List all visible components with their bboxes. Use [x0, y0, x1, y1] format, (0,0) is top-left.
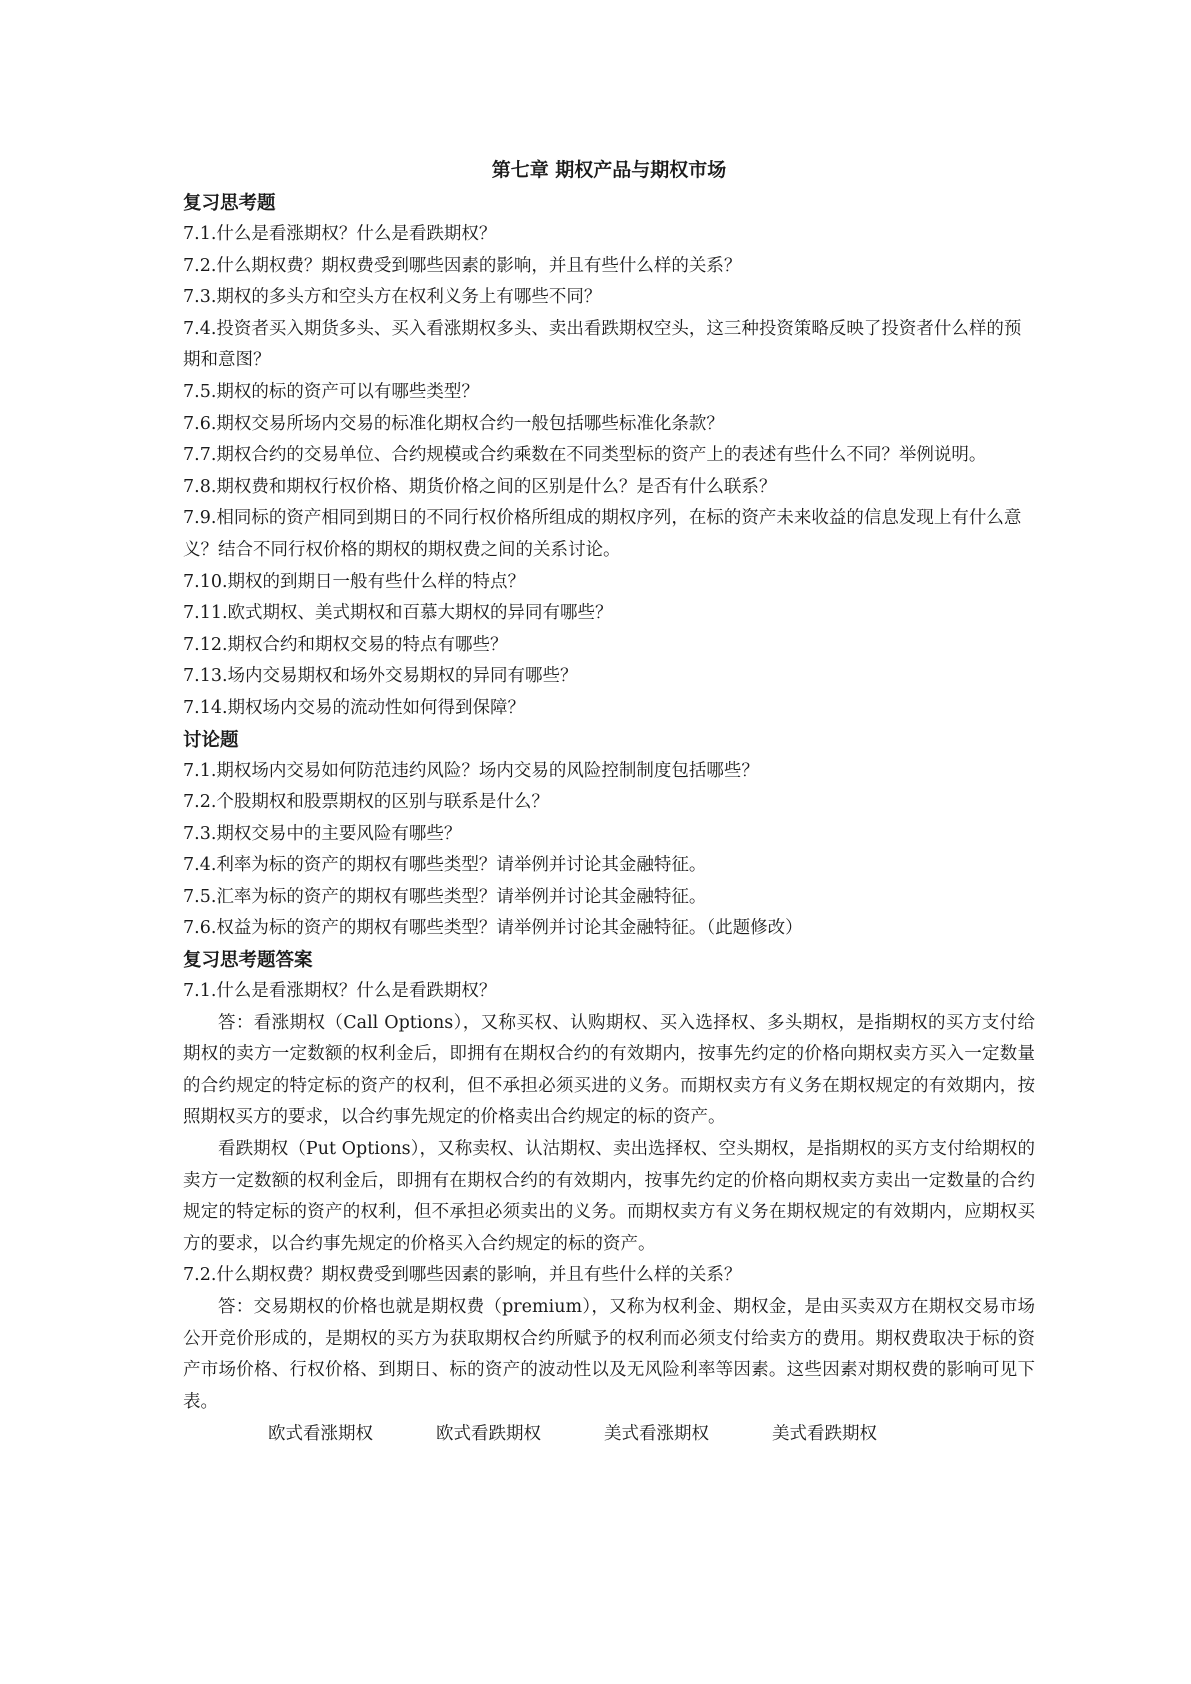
list-item: 7.3.期权交易中的主要风险有哪些？: [183, 823, 462, 844]
list-item: 7.1.期权场内交易如何防范违约风险？场内交易的风险控制制度包括哪些？: [183, 760, 759, 781]
list-item: 7.7.期权合约的交易单位、合约规模或合约乘数在不同类型标的资产上的表述有些什么不同？举例说明。: [183, 445, 987, 466]
discussion-questions-list: [183, 756, 1035, 946]
answer-1-paragraph-1: 答：看涨期权（Call Options），又称买权、认购期权、买入选择权、多头期权，是指期权的买方支付给期权的卖方一定数额的权利金后，即拥有在期权合约的有效期内，按事先约定的价格向期权卖方买入一定数量的合约规定的特定标的资产的权利，但不承担必须买进的义务。而期权卖方有义务在期权规定的有效期内，按照期权买方的要求，以合约事先规定的价格卖出合约规定的标的资产。: [183, 1012, 1035, 1128]
list-item: 7.14.期权场内交易的流动性如何得到保障？: [183, 697, 526, 718]
list-item: 7.4.投资者买入期货多头、买入看涨期权多头、卖出看跌期权空头，这三种投资策略反映了投资者什么样的预期和意图？: [183, 318, 1022, 371]
list-item: 7.11.欧式期权、美式期权和百慕大期权的异同有哪些？: [183, 603, 613, 624]
chapter-title: 第七章 期权产品与期权市场: [491, 159, 727, 181]
table-header-cell: 美式看跌期权: [772, 1424, 877, 1445]
list-item: 7.13.场内交易期权和场外交易期权的异同有哪些？: [183, 666, 578, 687]
document-content: [183, 152, 1035, 1450]
list-item: 7.2.什么期权费？期权费受到哪些因素的影响，并且有些什么样的关系？: [183, 255, 742, 276]
answer-question-1: 7.1.什么是看涨期权？什么是看跌期权？: [183, 981, 497, 1002]
list-item: 7.6.权益为标的资产的期权有哪些类型？请举例并讨论其金融特征。（此题修改）: [183, 918, 803, 939]
list-item: 7.5.期权的标的资产可以有哪些类型？: [183, 381, 479, 402]
review-heading: 复习思考题: [183, 193, 276, 214]
option-table-header: [183, 1418, 1035, 1450]
answers-heading: 复习思考题答案: [183, 950, 313, 972]
answer-1-paragraph-2: 看跌期权（Put Options），又称卖权、认沽期权、卖出选择权、空头期权，是指期权的买方支付给期权的卖方一定数额的权利金后，即拥有在期权合约的有效期内，按事先约定的价格向期权卖方卖出一定数量的合约规定的特定标的资产的权利，但不承担必须卖出的义务。而期权卖方有义务在期权规定的有效期内，应期权买方的要求，以合约事先规定的价格买入合约规定的标的资产。: [183, 1139, 1035, 1254]
table-header-cell: 欧式看跌期权: [436, 1424, 541, 1445]
review-questions-list: [183, 219, 1035, 725]
list-item: 7.5.汇率为标的资产的期权有哪些类型？请举例并讨论其金融特征。: [183, 886, 707, 907]
discussion-heading: 讨论题: [183, 729, 239, 751]
list-item: 7.3.期权的多头方和空头方在权利义务上有哪些不同？: [183, 287, 602, 308]
list-item: 7.10.期权的到期日一般有些什么样的特点？: [183, 571, 526, 592]
answer-2-paragraph-1: 答：交易期权的价格也就是期权费（premium），又称为权利金、期权金，是由买卖双方在期权交易市场公开竞价形成的，是期权的买方为获取期权合约所赋予的权利而必须支付给卖方的费用。期权费取决于标的资产市场价格、行权价格、到期日、标的资产的波动性以及无风险利率等因素。这些因素对期权费的影响可见下表。: [183, 1297, 1035, 1412]
list-item: 7.2.个股期权和股票期权的区别与联系是什么？: [183, 792, 549, 813]
table-header-cell: 美式看涨期权: [604, 1424, 709, 1445]
list-item: 7.8.期权费和期权行权价格、期货价格之间的区别是什么？是否有什么联系？: [183, 476, 777, 497]
answer-question-2: 7.2.什么期权费？期权费受到哪些因素的影响，并且有些什么样的关系？: [183, 1265, 742, 1286]
list-item: 7.4.利率为标的资产的期权有哪些类型？请举例并讨论其金融特征。: [183, 855, 707, 876]
list-item: 7.1.什么是看涨期权？什么是看跌期权？: [183, 224, 497, 244]
list-item: 7.6.期权交易所场内交易的标准化期权合约一般包括哪些标准化条款？: [183, 413, 724, 434]
list-item: 7.9.相同标的资产相同到期日的不同行权价格所组成的期权序列，在标的资产未来收益的信息发现上有什么意义？结合不同行权价格的期权的期权费之间的关系讨论。: [183, 508, 1022, 560]
list-item: 7.12.期权合约和期权交易的特点有哪些？: [183, 634, 508, 655]
table-header-cell: 欧式看涨期权: [268, 1424, 373, 1445]
